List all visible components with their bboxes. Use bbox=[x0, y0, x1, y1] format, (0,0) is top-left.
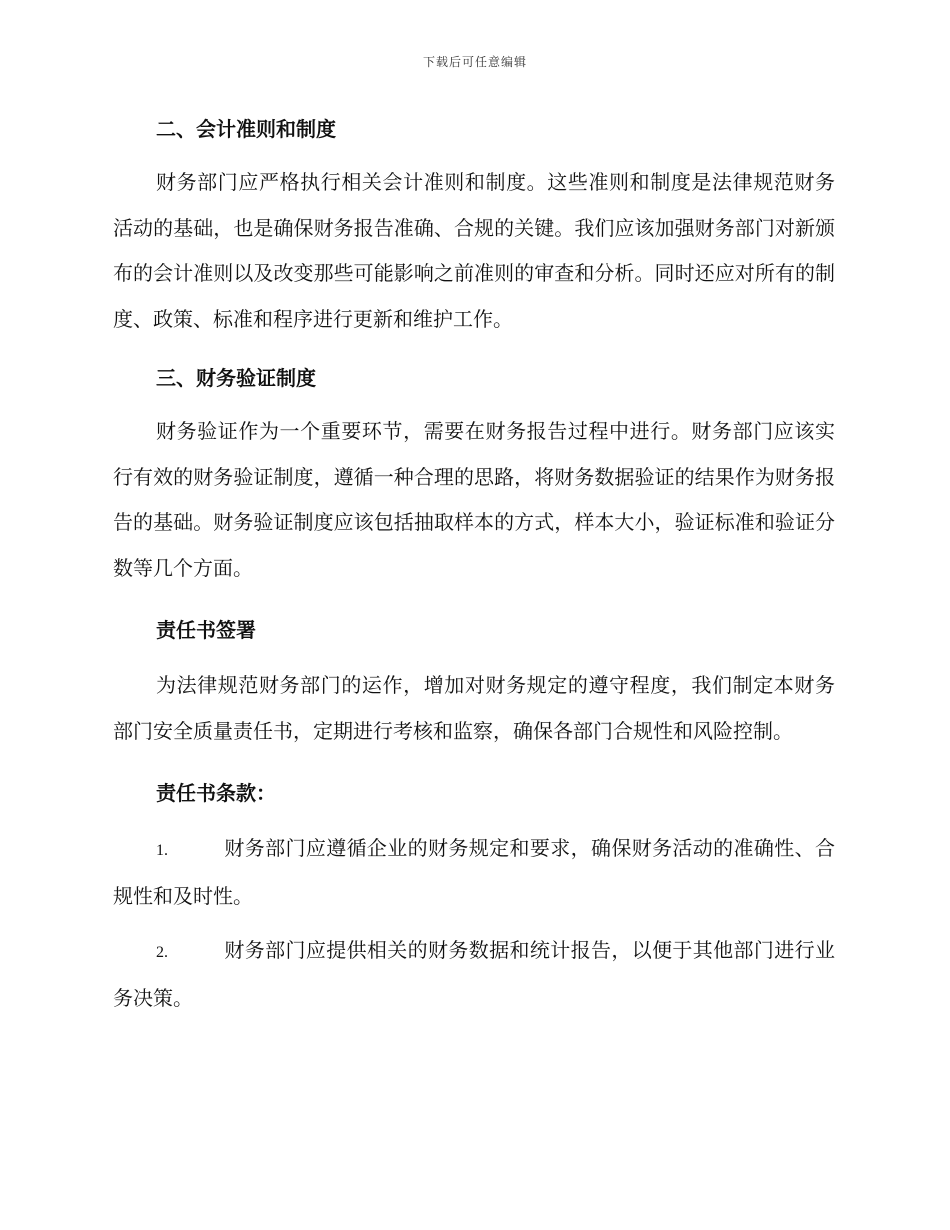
paragraph-accounting-standards: 财务部门应严格执行相关会计准则和制度。这些准则和制度是法律规范财务活动的基础，也是确保财务报告准确、合规的关键。我们应该加强财务部门对新颁布的会计准则以及改变那些可能影响之前准则的审查和分析。同时还应对所有的制度、政策、标准和程序进行更新和维护工作。 bbox=[113, 170, 835, 331]
paragraph-responsibility-signing: 为法律规范财务部门的运作，增加对财务规定的遵守程度，我们制定本财务部门安全质量责任书，定期进行考核和监察，确保各部门合规性和风险控制。 bbox=[113, 673, 835, 743]
list-item-text: 财务部门应提供相关的财务数据和统计报告，以便于其他部门进行业务决策。 bbox=[113, 938, 835, 1010]
list-item-number: 1. bbox=[156, 842, 168, 859]
list-item-text: 财务部门应遵循企业的财务规定和要求，确保财务活动的准确性、合规性和及时性。 bbox=[113, 836, 835, 908]
list-item bbox=[113, 928, 835, 1021]
list-item bbox=[113, 826, 835, 919]
paragraph-financial-verification: 财务验证作为一个重要环节，需要在财务报告过程中进行。财务部门应该实行有效的财务验证制度，遵循一种合理的思路，将财务数据验证的结果作为财务报告的基础。财务验证制度应该包括抽取样本的方式，样本大小，验证标准和验证分数等几个方面。 bbox=[113, 419, 835, 580]
section-heading-responsibility-signing: 责任书签署 bbox=[156, 618, 256, 642]
section-heading-accounting-standards: 二、会计准则和制度 bbox=[156, 117, 336, 141]
document-body bbox=[113, 112, 835, 1021]
section-heading-financial-verification: 三、财务验证制度 bbox=[156, 366, 316, 390]
list-item-number: 2. bbox=[156, 944, 168, 961]
page-header: 下载后可任意编辑 bbox=[422, 55, 527, 69]
section-heading-responsibility-terms: 责任书条款： bbox=[156, 781, 276, 805]
